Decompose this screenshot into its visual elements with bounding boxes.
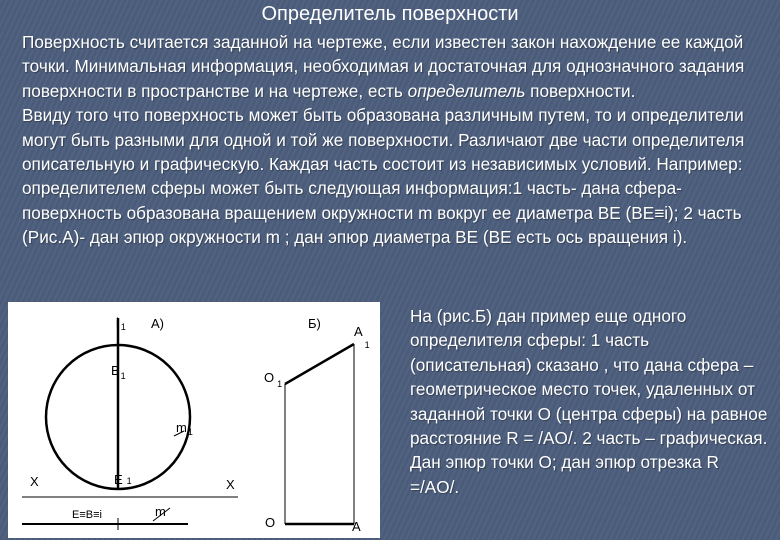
- paragraph-1: [22, 30, 774, 103]
- label-a-fig: А): [151, 316, 164, 331]
- label-b1: $B_1$: [111, 363, 126, 381]
- label-i1: i $_1$: [116, 315, 126, 332]
- label-e1: E 1: [114, 472, 132, 487]
- paragraph-1-part-2: поверхности.: [525, 80, 636, 101]
- sphere-drawing: [8, 302, 380, 538]
- segment-a1o1: [285, 344, 354, 384]
- drawing-canvas: [8, 302, 380, 538]
- label-x-right: X: [226, 477, 235, 492]
- paragraph-2: Ввиду того что поверхность может быть образована различным путем, то и определители могут быть разными для одной и той же поверхности. Различают две части определителя описательную и графическую. Каждая часть состоит из независимых условий. Например: определителем сферы может быть следующая информация:1 часть- дана сфера-поверхность образована вращением окружности m вокруг ее диаметра BE (BE≡i); 2 часть (Рис.А)- дан эпюр окружности m ; дан эпюр диаметра BE (BE есть ось вращения i).: [22, 105, 745, 248]
- label-a1: $A_1$: [354, 324, 370, 350]
- slide-title: Определитель поверхности: [261, 3, 519, 25]
- label-x-left: X: [30, 474, 39, 489]
- label-ebi: E≡B≡i: [72, 509, 102, 521]
- label-a: A: [352, 519, 361, 534]
- label-m: m: [155, 504, 166, 519]
- label-b-fig: Б): [308, 316, 321, 331]
- label-m1: $m_1$: [176, 420, 193, 437]
- label-o1: O $_1$: [264, 370, 283, 389]
- label-o: O: [265, 515, 276, 530]
- main-text: [22, 30, 774, 250]
- side-text: На (рис.Б) дан пример еще одного определителя сферы: 1 часть (описательная) сказано , что дана сфера –геометрическое место точек, удаленных от заданной точки O (центра сферы) на равное расстояние R = /AO/. 2 часть – графическая. Дан эпюр точки O; дан эпюр отрезка R =/AO/.: [410, 306, 768, 497]
- paragraph-1-part-1: Поверхность считается заданной на чертеже, если известен закон нахождение ее каждой точки. Минимальная информация, необходимая и достаточная для однозначного задания поверхности в пространстве и на чертеже, есть: [22, 32, 745, 101]
- term-determinant: определитель: [407, 80, 526, 101]
